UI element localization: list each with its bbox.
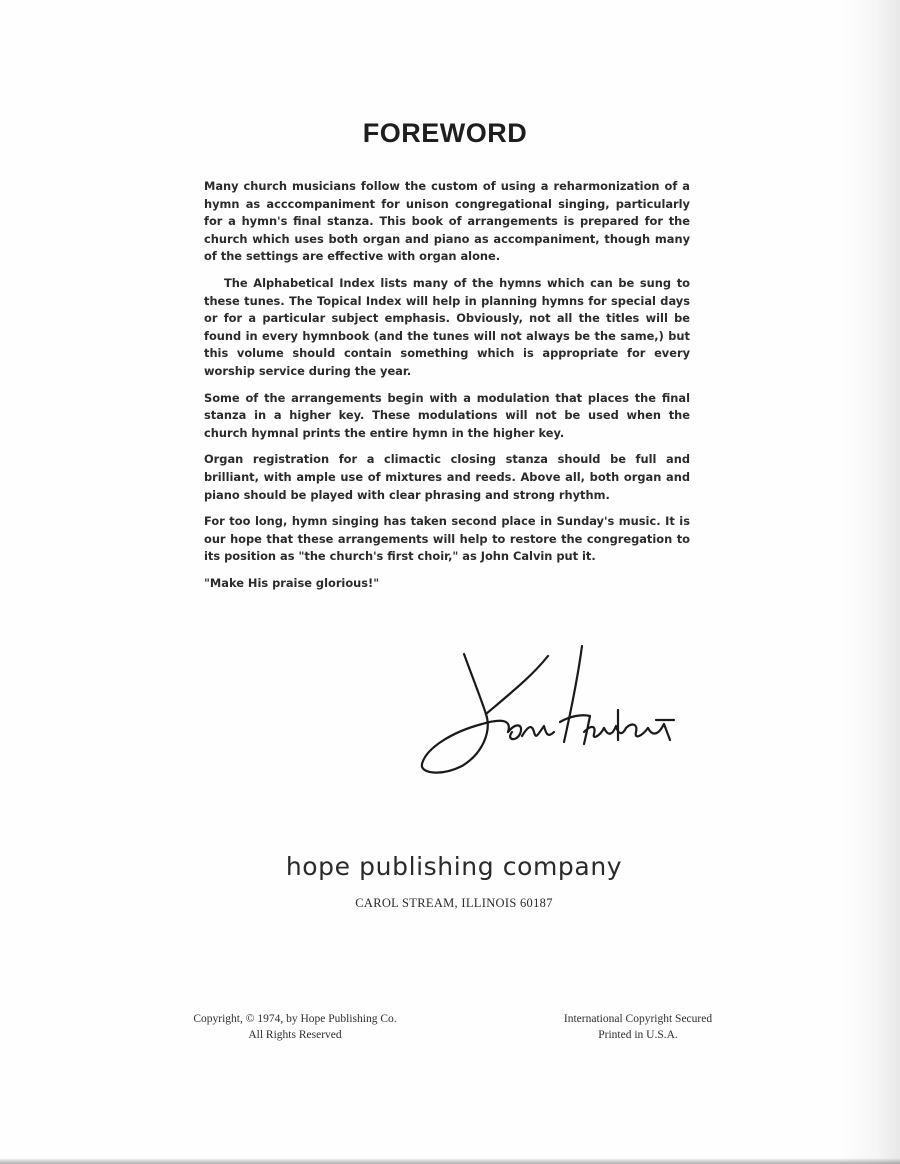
- paragraph-2: The Alphabetical Index lists many of the hymns which can be sung to these tunes. The Topical Index will help in planning hymns for special days or for a particular subject emphasis. Obviously, not all the titles will be found in every hymnbook (and the tunes will not always be the same,) but this volume should contain something which is appropriate for every worship service during the year.: [204, 275, 690, 378]
- rights-line: All Rights Reserved: [248, 1029, 342, 1041]
- printed-in-line: Printed in U.S.A.: [598, 1029, 678, 1041]
- foreword-body: [204, 178, 690, 601]
- page-title: FOREWORD: [362, 118, 528, 148]
- copyright-line: Copyright, © 1974, by Hope Publishing Co.: [193, 1013, 397, 1025]
- print-notice: [520, 1011, 756, 1043]
- scan-bottom-edge: [0, 1158, 900, 1164]
- closing-quote: "Make His praise glorious!": [204, 575, 380, 590]
- paragraph-3: Some of the arrangements begin with a modulation that places the final stanza in a higher key. These modulations will not be used when the church hymnal prints the entire hymn in the higher key.: [204, 390, 690, 440]
- scan-edge-shadow: [840, 0, 900, 1164]
- handwritten-signature-icon: [412, 636, 682, 786]
- publisher-address: CAROL STREAM, ILLINOIS 60187: [355, 896, 553, 910]
- international-copyright-line: International Copyright Secured: [563, 1013, 713, 1025]
- paragraph-1: Many church musicians follow the custom of using a reharmonization of a hymn as acccompaniment for unison congregational singing, particularly for a hymn's final stanza. This book of arrangements is prepared for the church which uses both organ and piano as accompaniment, though many of the settings are effective with organ alone.: [204, 179, 690, 264]
- publisher-name: hope publishing company: [285, 852, 623, 881]
- copyright-notice: [160, 1011, 430, 1043]
- paragraph-4: Organ registration for a climactic closing stanza should be full and brilliant, with ample use of mixtures and reeds. Above all, both organ and piano should be played with clear phrasing and strong rhythm.: [204, 452, 690, 502]
- paragraph-5: For too long, hymn singing has taken second place in Sunday's music. It is our hope that these arrangements will help to restore the congregation to its position as "the church's first choir," as John Calvin put it.: [204, 514, 690, 564]
